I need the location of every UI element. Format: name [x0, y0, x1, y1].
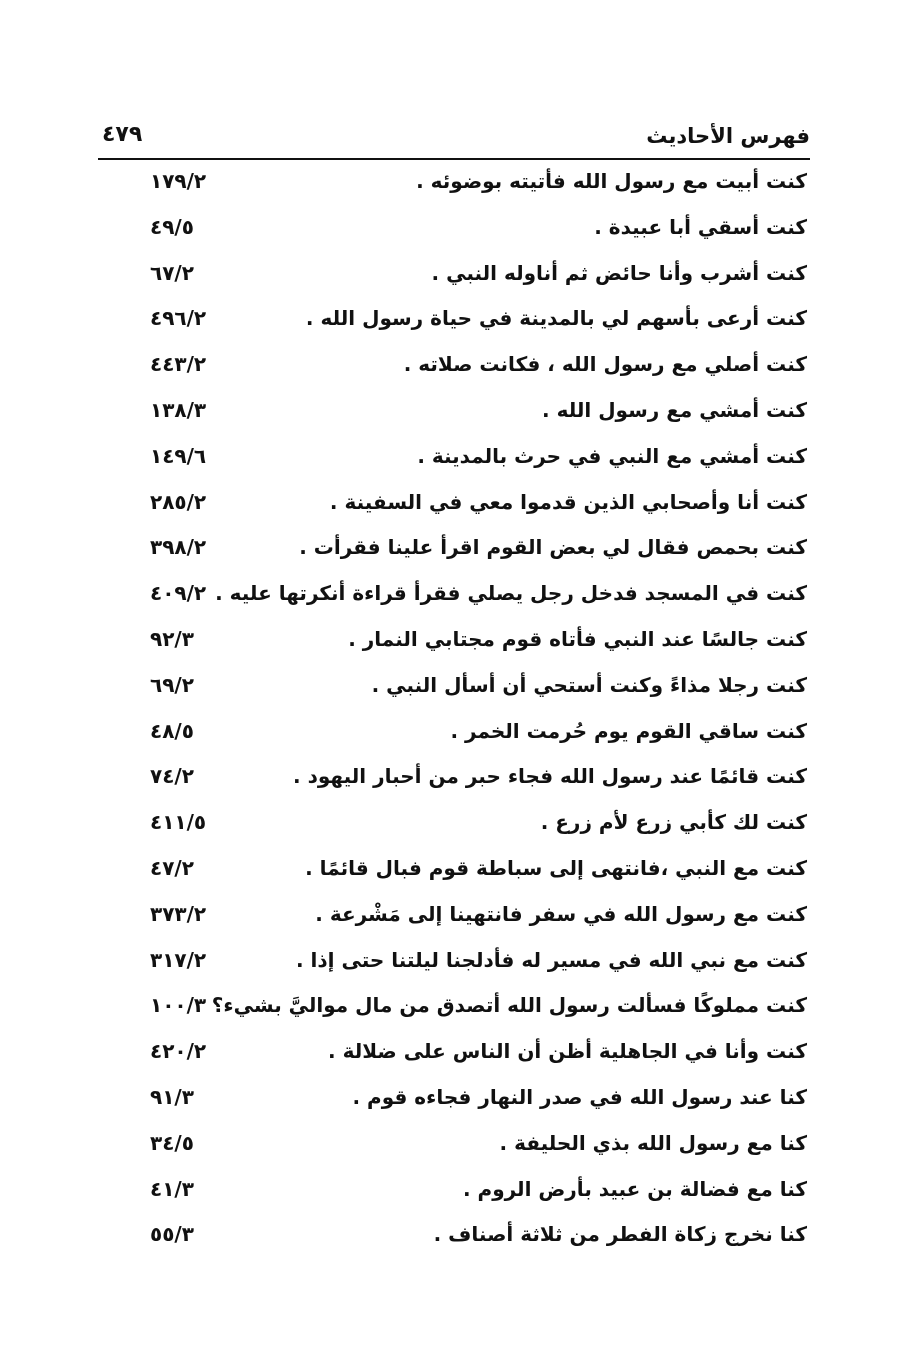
index-entry: [0, 1127, 897, 1167]
hadith-incipit: كنت جالسًا عند النبي فأتاه قوم مجتابي النمار .: [348, 627, 807, 651]
volume-page-reference: ١٠٠/٣: [150, 993, 207, 1018]
hadith-incipit: كنت أسقي أبا عبيدة .: [594, 214, 807, 239]
volume-page-reference: ١٧٩/٢: [150, 169, 207, 193]
volume-page-reference: ٢٨٥/٢: [150, 489, 207, 514]
volume-page-reference: ٦٩/٢: [150, 672, 194, 697]
hadith-incipit: كنت رجلا مذاءً وكنت أستحي أن أسأل النبي .: [371, 672, 807, 697]
volume-page-reference: ٩٢/٣: [150, 627, 194, 651]
hadith-incipit: كنت قائمًا عند رسول الله فجاء حبر من أحبار اليهود .: [293, 764, 807, 789]
volume-page-reference: ٣١٧/٢: [150, 947, 207, 972]
index-entry: [0, 302, 897, 342]
index-entry: [0, 898, 897, 938]
hadith-incipit: كنت بحمص فقال لي بعض القوم اقرأ علينا فقرأت .: [299, 535, 807, 560]
volume-page-reference: ٤٢٠/٢: [150, 1039, 207, 1064]
hadith-incipit: كنت أصلي مع رسول الله ، فكانت صلاته .: [403, 352, 807, 377]
index-entry: [0, 257, 897, 297]
hadith-incipit: كنت مع رسول الله في سفر فانتهينا إلى مَشْرعة .: [315, 901, 807, 926]
hadith-incipit: كنت في المسجد فدخل رجل يصلي فقرأ قراءة أنكرتها عليه .: [215, 581, 807, 606]
index-entry: [0, 165, 897, 205]
volume-page-reference: ٤١١/٥: [150, 810, 207, 835]
volume-page-reference: ٤٤٣/٢: [150, 352, 207, 377]
volume-page-reference: ٤١/٣: [150, 1176, 194, 1201]
hadith-incipit: كنا عند رسول الله في صدر النهار فجاءه قوم .: [352, 1085, 807, 1109]
hadith-incipit: كنت وأنا في الجاهلية أظن أن الناس على ضلالة .: [328, 1039, 807, 1064]
volume-page-reference: ٣٤/٥: [150, 1130, 194, 1155]
hadith-incipit: كنت أرعى بأسهم لي بالمدينة في حياة رسول الله .: [305, 306, 807, 331]
volume-page-reference: ٤٧/٢: [150, 856, 194, 880]
hadith-incipit: كنت أنا وأصحابي الذين قدموا معي في السفينة .: [329, 489, 807, 514]
index-entry: [0, 623, 897, 663]
volume-page-reference: ٤٠٩/٢: [150, 581, 207, 606]
index-entry: [0, 760, 897, 800]
index-entry: [0, 944, 897, 984]
volume-page-reference: ٣٩٨/٢: [150, 535, 207, 560]
volume-page-reference: ٤٩٦/٢: [150, 306, 207, 331]
index-entry: [0, 440, 897, 480]
hadith-incipit: كنت ساقي القوم يوم حُرمت الخمر .: [450, 718, 807, 743]
index-entry: [0, 211, 897, 251]
volume-page-reference: ٤٩/٥: [150, 214, 194, 239]
index-entry: [0, 852, 897, 892]
volume-page-reference: ٦٧/٢: [150, 260, 194, 285]
hadith-incipit: كنت مملوكًا فسألت رسول الله أتصدق من مال مواليَّ بشيء؟: [211, 993, 807, 1018]
volume-page-reference: ٩١/٣: [150, 1085, 194, 1109]
hadith-index-list: [0, 165, 897, 1275]
hadith-incipit: كنت أبيت مع رسول الله فأتيته بوضوئه .: [416, 169, 807, 193]
index-entry: [0, 1035, 897, 1075]
index-entry: [0, 577, 897, 617]
hadith-incipit: كنا مع رسول الله بذي الحليفة .: [499, 1130, 807, 1155]
page-header: [98, 112, 810, 160]
index-entry: [0, 1081, 897, 1121]
volume-page-reference: ٧٤/٢: [150, 764, 194, 789]
volume-page-reference: ٤٨/٥: [150, 718, 194, 743]
hadith-incipit: كنت أمشي مع النبي في حرث بالمدينة .: [417, 443, 807, 468]
index-entry: [0, 348, 897, 388]
volume-page-reference: ١٣٨/٣: [150, 398, 207, 422]
index-entry: [0, 989, 897, 1029]
volume-page-reference: ٥٥/٣: [150, 1222, 194, 1247]
hadith-incipit: كنا نخرج زكاة الفطر من ثلاثة أصناف .: [433, 1222, 807, 1247]
index-entry: [0, 394, 897, 434]
volume-page-reference: ٣٧٣/٢: [150, 901, 207, 926]
hadith-incipit: كنت لك كأبي زرع لأم زرع .: [540, 810, 807, 835]
index-entry: [0, 531, 897, 571]
volume-page-reference: ١٤٩/٦: [150, 443, 207, 468]
index-entry: [0, 486, 897, 526]
index-entry: [0, 806, 897, 846]
hadith-incipit: كنا مع فضالة بن عبيد بأرض الروم .: [462, 1176, 807, 1201]
index-entry: [0, 1218, 897, 1258]
running-title: فهرس الأحاديث: [646, 124, 810, 148]
hadith-incipit: كنت مع نبي الله في مسير له فأدلجنا ليلتنا حتى إذا .: [295, 947, 807, 972]
hadith-incipit: كنت أمشي مع رسول الله .: [542, 398, 807, 422]
index-entry: [0, 1173, 897, 1213]
hadith-incipit: كنت أشرب وأنا حائض ثم أناوله النبي .: [431, 260, 807, 285]
index-entry: [0, 669, 897, 709]
index-entry: [0, 715, 897, 755]
hadith-incipit: كنت مع النبي ،فانتهى إلى سباطة قوم فبال قائمًا .: [305, 856, 807, 880]
page-number: ٤٧٩: [102, 122, 143, 147]
